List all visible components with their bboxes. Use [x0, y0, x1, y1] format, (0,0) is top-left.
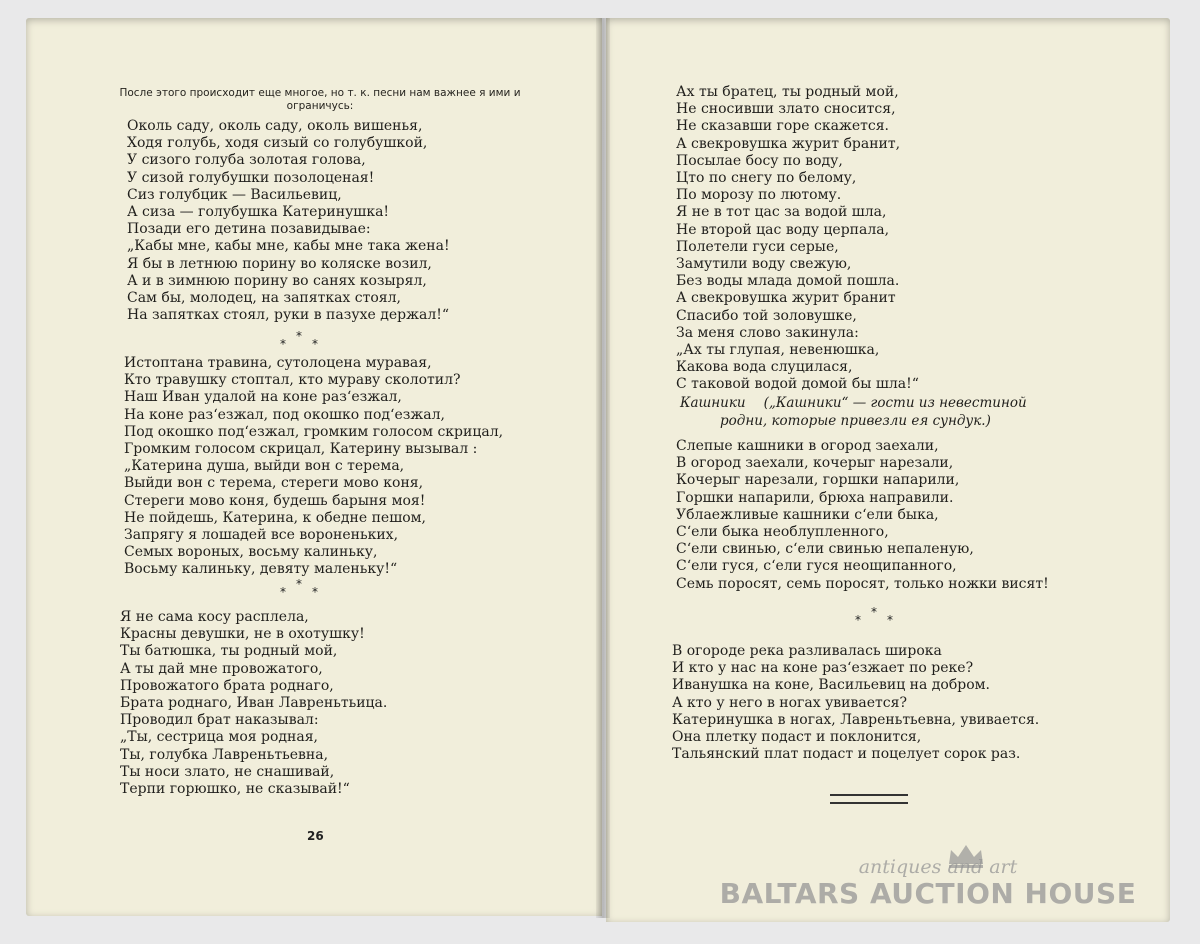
kashniki-note-line-1: („Кашники“ — гости из невестиной	[763, 395, 1027, 411]
left-song-2	[124, 355, 503, 579]
verse-line: Позади его детина позавидывае:	[127, 221, 371, 238]
verse-line: Проводил брат наказывал:	[120, 712, 319, 729]
verse-line: Ты батюшка, ты родный мой,	[120, 643, 338, 660]
verse-line: Семых вороных, восьму калиньку,	[124, 544, 378, 561]
verse-line: Какова вода слуцилася,	[676, 359, 853, 376]
verse-line: Сиз голубцик — Васильевиц,	[127, 186, 342, 203]
verse-line: Я не сама косу расплела,	[120, 609, 309, 625]
verse-line: Иванушка на коне, Васильевиц на добром.	[672, 677, 991, 694]
right-song-1-continued	[676, 84, 919, 394]
verse-line: Сам бы, молодец, на запятках стоял,	[127, 290, 401, 307]
verse-line: А свекровушка журит бранит,	[676, 135, 901, 152]
verse-line: Катеринушка в ногах, Лавреньтьевна, увивается.	[672, 711, 1040, 728]
verse-line: У сизой голубушки позолоценая!	[127, 169, 375, 186]
verse-line: В огороде река разливалась широка	[672, 643, 942, 659]
verse-line: Истоптана травина, сутолоцена муравая,	[124, 355, 432, 371]
verse-line: „Ты, сестрица моя родная,	[120, 729, 319, 746]
verse-line: Громким голосом скрицал, Катерину вызывал :	[124, 441, 478, 458]
verse-line: „Ах ты глупая, невенюшка,	[676, 342, 880, 359]
verse-line: Запрягу я лошадей все вороненьких,	[124, 527, 399, 544]
verse-line: И кто у нас на коне раз‘езжает по реке?	[672, 660, 974, 677]
right-song-2	[676, 438, 1049, 593]
verse-line: Ах ты братец, ты родный мой,	[676, 84, 899, 100]
verse-line: В огород заехали, кочерыг нарезали,	[676, 455, 954, 472]
verse-line: Брата роднаго, Иван Лавреньтьица.	[120, 695, 388, 712]
verse-line: Тальянский плат подаст и поцелует сорок раз.	[672, 746, 1021, 763]
page-number: 26	[307, 829, 324, 843]
verse-line: На коне раз‘езжал, под окошко под‘езжал,	[124, 406, 445, 423]
verse-line: С‘ели свинью, с‘ели свинью непаленую,	[676, 541, 974, 558]
verse-line: Восьму калиньку, девяту маленьку!“	[124, 561, 398, 578]
verse-line: Ублаежливые кашники с‘ели быка,	[676, 506, 939, 523]
verse-line: Кто травушку стоптал, кто мураву сколотил?	[124, 372, 461, 389]
verse-line: Она плетку подаст и поклонится,	[672, 729, 922, 746]
verse-line: Посылае босу по воду,	[676, 152, 843, 169]
verse-line: А и в зимнюю порину во санях козырял,	[127, 272, 427, 289]
verse-line: Не сказавши горе скажется.	[676, 118, 889, 135]
verse-line: А сиза — голубушка Катеринушка!	[127, 204, 390, 221]
intro-text: После этого происходит еще многое, но т. к. песни нам важнее я ими и ограничусь:	[119, 87, 521, 112]
verse-line: Стереги мово коня, будешь барыня моя!	[124, 492, 426, 509]
verse-line: А кто у него в ногах увивается?	[672, 694, 907, 711]
right-song-3	[672, 643, 1039, 763]
verse-line: А свекровушка журит бранит	[676, 290, 896, 307]
verse-line: Я бы в летнюю порину во коляске возил,	[127, 255, 432, 272]
verse-line: Ты носи злато, не снашивай,	[120, 763, 335, 780]
watermark-name: BALTARS AUCTION HOUSE	[719, 877, 1137, 910]
verse-line: По морозу по лютому.	[676, 187, 842, 204]
watermark	[718, 856, 1138, 910]
verse-line: Семь поросят, семь поросят, только ножки висят!	[676, 575, 1049, 592]
left-song-3	[120, 609, 387, 798]
verse-line: А ты дай мне провожатого,	[120, 660, 323, 677]
verse-line: С‘ели быка необлупленного,	[676, 524, 889, 541]
left-song-1	[127, 118, 450, 324]
book-gutter	[596, 18, 610, 918]
verse-line: На запятках стоял, руки в пазухе держал!“	[127, 307, 449, 324]
verse-line: Ты, голубка Лавреньтьевна,	[120, 746, 329, 763]
verse-line: С таковой водой домой бы шла!“	[676, 376, 919, 393]
end-rule	[830, 794, 908, 804]
verse-line: Ходя голубь, ходя сизый со голубушкой,	[127, 135, 428, 152]
verse-line: Слепые кашники в огород заехали,	[676, 438, 939, 454]
verse-line: Провожатого брата роднаго,	[120, 677, 334, 694]
verse-line: Не второй цас воду церпала,	[676, 221, 890, 238]
verse-line: Красны девушки, не в охотушку!	[120, 626, 365, 643]
verse-line: „Катерина душа, выйди вон с терема,	[124, 458, 405, 475]
verse-line: Полетели гуси серые,	[676, 238, 839, 255]
verse-line: Я не в тот цас за водой шла,	[676, 204, 887, 221]
kashniki-heading	[680, 394, 1070, 430]
kashniki-title: Кашники	[680, 395, 746, 411]
verse-line: Спасибо той золовушке,	[676, 307, 857, 324]
kashniki-note-line-2: родни, которые привезли ея сундук.)	[720, 413, 991, 429]
verse-line: Замутили воду свежую,	[676, 256, 852, 273]
verse-line: За меня слово закинула:	[676, 324, 859, 341]
verse-line: Околь саду, околь саду, околь вишенья,	[127, 118, 423, 134]
verse-line: Не пойдешь, Катерина, к обедне пешом,	[124, 509, 426, 526]
verse-line: У сизого голуба золотая голова,	[127, 152, 366, 169]
separator-stars-3: * * *	[855, 605, 893, 627]
verse-line: Горшки напарили, брюха направили.	[676, 489, 954, 506]
verse-line: Терпи горюшко, не сказывай!“	[120, 781, 350, 798]
verse-line: „Кабы мне, кабы мне, кабы мне така жена!	[127, 238, 450, 255]
verse-line: Цто по снегу по белому,	[676, 170, 857, 187]
verse-line: Не сносивши злато сносится,	[676, 101, 896, 118]
verse-line: С‘ели гуся, с‘ели гуся неощипанного,	[676, 558, 957, 575]
separator-stars-2: * * *	[280, 577, 318, 599]
verse-line: Без воды млада домой пошла.	[676, 273, 900, 290]
verse-line: Выйди вон с терема, стереги мово коня,	[124, 475, 424, 492]
verse-line: Кочерыг нарезали, горшки напарили,	[676, 472, 960, 489]
verse-line: Под окошко под‘езжал, громким голосом скрицал,	[124, 423, 504, 440]
verse-line: Наш Иван удалой на коне раз‘езжал,	[124, 389, 402, 406]
watermark-tagline: antiques and art	[858, 856, 1018, 878]
separator-stars-1: * * *	[280, 329, 318, 351]
